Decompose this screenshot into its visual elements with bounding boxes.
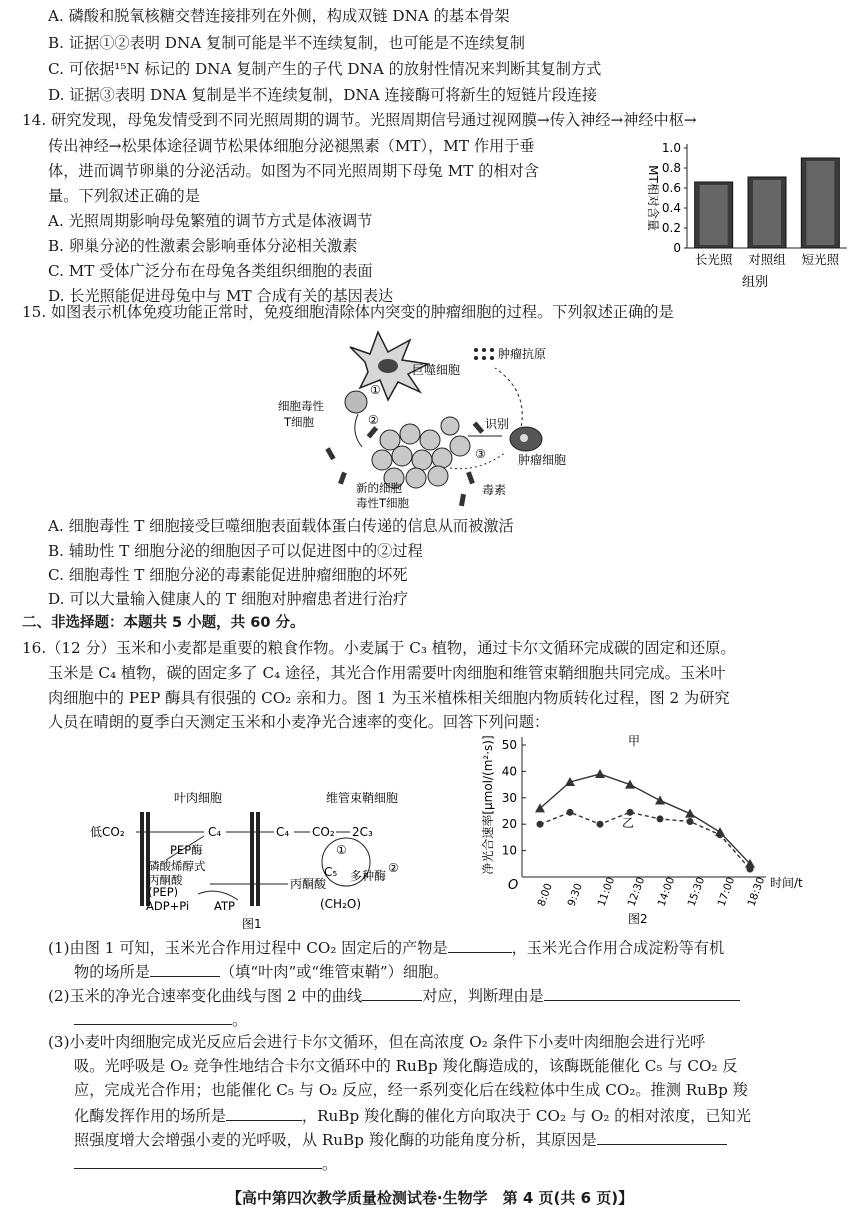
answer-blank-1[interactable] [448,936,512,953]
tcell-label-2: T细胞 [284,415,315,429]
answer-blank-8[interactable] [74,1152,322,1169]
point-甲 [595,769,605,778]
sub2-end: 。 [232,1011,248,1029]
q15-option-a: A. 细胞毒性 T 细胞接受巨噬细胞表面载体蛋白传递的信息从而被激活 [48,517,514,535]
macrophage-label: 巨噬细胞 [412,363,461,377]
point-乙 [747,866,754,873]
sub2-text-a: (2)玉米的净光合速率变化曲线与图 2 中的曲线 [48,987,363,1005]
cycle-1-label: ① [336,843,347,857]
enzymes-label: 多种酶 [350,869,387,883]
point-乙 [567,809,574,816]
c3-label: 2C₃ [352,825,373,839]
line-chart-xlabel: 时间/t [770,876,803,890]
line-y-tick-label: 30 [501,790,517,805]
tumor-cell [510,427,542,451]
bar-shading [700,185,728,245]
tcell-label-1: 细胞毒性 [278,399,324,413]
immune-diagram [270,322,600,512]
figure-2-line-chart [478,727,818,927]
series-yi-label: 乙 [622,816,635,830]
point-乙 [717,831,724,838]
line-y-tick-label: 10 [501,843,517,858]
bar-y-tick-label: 1.0 [661,141,681,155]
bar-y-tick-label: 0 [673,241,681,255]
recognize-label: 识别 [485,417,510,431]
q14-stem-line4: 量。下列叙述正确的是 [48,187,200,205]
c4-label-a: C₄ [208,825,222,839]
point-乙 [627,809,634,816]
q14-option-b: B. 卵巢分泌的性激素会影响垂体分泌相关激素 [48,237,358,255]
sub3-end: 。 [322,1155,338,1173]
newcell-label-2: 毒性T细胞 [356,496,410,510]
page-footer: 【高中第四次教学质量检测试卷·生物学 第 4 页(共 6 页)】 [226,1189,634,1207]
line-chart-ylabel: 净光合速率[μmol/(m²·s)] [481,735,495,875]
answer-blank-2[interactable] [150,960,220,977]
q16-sub1-line1 [48,936,724,958]
q16-stem-line1: 16.（12 分）玉米和小麦都是重要的粮食作物。小麦属于 C₃ 植物，通过卡尔文循环完成碳的固定和还原。 [22,639,736,657]
bar-category-label: 长光照 [694,252,733,267]
pep-label-1: 磷酸烯醇式 [148,859,206,873]
q16-sub3-line6 [74,1152,337,1174]
line-y-tick-label: 20 [501,817,517,832]
q16-stem-line4: 人员在晴朗的夏季白天测定玉米和小麦净光合速率的变化。回答下列问题： [48,713,550,731]
toxin-label: 毒素 [482,483,507,497]
q16-sub3-line5 [74,1128,727,1150]
line-x-tick-label: 17:00 [715,875,738,909]
sub1-text-b: ，玉米光合作用合成淀粉等有机 [511,939,725,957]
line-x-tick-label: 15:30 [685,875,708,909]
answer-blank-3[interactable] [362,984,422,1001]
sub1-text-d: （填“叶肉”或“维管束鞘”）细胞。 [219,963,449,981]
q13-option-a: A. 磷酸和脱氧核糖交替连接排列在外侧，构成双链 DNA 的基本骨架 [48,7,510,25]
q16-stem-line3: 肉细胞中的 PEP 酶具有很强的 CO₂ 亲和力。图 1 为玉米植株相关细胞内物质转化过程，图 2 为研究 [48,689,730,707]
point-乙 [537,821,544,828]
q15-option-d: D. 可以大量输入健康人的 T 细胞对肿瘤患者进行治疗 [48,590,409,608]
q14-stem-line2: 传出神经→松果体途径调节松果体细胞分泌褪黑素（MT），MT 作用于垂 [48,137,535,155]
q15-stem: 15. 如图表示机体免疫功能正常时，免疫细胞清除体内突变的肿瘤细胞的过程。下列叙述正确的是 [22,303,674,321]
q13-option-c: C. 可依据¹⁵N 标记的 DNA 复制产生的子代 DNA 的放射性情况来判断其复制方式 [48,60,602,78]
bar-y-tick-label: 0.8 [661,161,681,175]
line-series-甲 [540,774,750,864]
answer-blank-4[interactable] [544,984,740,1001]
q16-sub2-line2 [74,1008,247,1030]
q14-option-c: C. MT 受体广泛分布在母兔各类组织细胞的表面 [48,262,373,280]
line-x-tick-label: 11:00 [595,875,618,909]
new-t-cell-cluster [372,417,470,488]
mt-bar-chart [635,138,850,290]
q15-option-c: C. 细胞毒性 T 细胞分泌的毒素能促进肿瘤细胞的坏死 [48,566,408,584]
sub3-text-e: ，RuBp 羧化酶的催化方向取决于 CO₂ 与 O₂ 的相对浓度，已知光 [301,1107,751,1125]
tumor-label: 肿瘤细胞 [518,453,567,467]
answer-blank-5[interactable] [74,1008,232,1025]
t-cell [345,391,367,413]
sub1-text-c: 物的场所是 [74,963,150,981]
line-x-tick-label: 12:30 [625,875,648,909]
line-chart-origin: O [508,878,519,893]
low-co2-label: 低CO₂ [90,825,125,839]
point-甲 [655,795,665,804]
q16-sub3-line1: (3)小麦叶肉细胞完成光反应后会进行卡尔文循环，但在高浓度 O₂ 条件下小麦叶肉细胞会进行光呼 [48,1033,706,1051]
q16-sub3-line2: 吸。光呼吸是 O₂ 竞争性地结合卡尔文循环中的 RuBp 羧化酶造成的，该酶既能催化 C₅ 与 CO₂ 反 [74,1057,738,1075]
newcell-label-1: 新的细胞 [356,481,402,495]
cycle-2-label: ② [388,861,399,875]
q16-sub3-line3: 应，完成光合作用；也能催化 C₅ 与 O₂ 反应，经一系列变化后在线粒体中生成 CO₂。推测 RuBp 羧 [74,1081,748,1099]
q14-option-a: A. 光照周期影响母兔繁殖的调节方式是体液调节 [48,212,373,230]
atp-label: ATP [214,899,235,913]
line-x-tick-label: 18:30 [745,875,768,909]
q16-sub2-line1 [48,984,740,1006]
section-2-heading: 二、非选择题：本题共 5 小题，共 60 分。 [22,615,305,631]
q16-sub1-line2 [74,960,448,982]
sub3-text-d: 化酶发挥作用的场所是 [74,1107,226,1125]
c4-label-b: C₄ [276,825,290,839]
bar-y-tick-label: 0.4 [661,201,681,215]
ch2o-label: (CH₂O) [320,897,362,911]
bundle-sheath-label: 维管束鞘细胞 [326,791,399,805]
bar-y-tick-label: 0.6 [661,181,681,195]
bar-shading [753,180,781,245]
co2-label: CO₂ [312,825,335,839]
q13-option-d: D. 证据③表明 DNA 复制是半不连续复制，DNA 连接酶可将新生的短链片段连接 [48,86,598,104]
m2-label: ② [368,413,379,427]
pep-label-3: (PEP) [148,885,179,899]
bar-shading [806,161,834,245]
point-乙 [657,815,664,822]
bar-category-label: 对照组 [748,252,786,267]
pep-label-2: 丙酮酸 [148,873,183,887]
bar-category-label: 短光照 [801,252,840,267]
adp-label: ADP+Pi [146,899,190,913]
antigen-label: 肿瘤抗原 [498,347,547,361]
sub3-text-f: 照强度增大会增强小麦的光呼吸，从 RuBp 羧化酶的功能角度分析，其原因是 [74,1131,597,1149]
pep-enzyme-label: PEP酶 [170,843,203,857]
sub2-text-b: 对应，判断理由是 [422,987,544,1005]
line-y-tick-label: 40 [501,764,517,779]
q15-option-b: B. 辅助性 T 细胞分泌的细胞因子可以促进图中的②过程 [48,542,423,560]
c5-label: C₅ [324,865,338,879]
mesophyll-label: 叶肉细胞 [174,791,223,805]
q16-stem-line2: 玉米是 C₄ 植物，碳的固定多了 C₄ 途径，其光合作用需要叶肉细胞和维管束鞘细胞共同完成。玉米叶 [48,664,726,682]
line-x-tick-label: 8:00 [535,881,555,909]
line-x-tick-label: 9:30 [565,881,585,909]
q14-stem-line1: 14. 研究发现，母兔发情受到不同光照周期的调节。光照周期信号通过视网膜→传入神经→神经中枢→ [22,111,697,129]
line-y-tick-label: 50 [501,738,517,752]
bar-chart-xlabel: 组别 [741,275,769,290]
figure-1-caption: 图1 [242,917,262,930]
q14-stem-line3: 体，进而调节卵巢的分泌活动。如图为不同光照周期下母兔 MT 的相对含 [48,162,539,180]
q14-option-d: D. 长光照能促进母兔中与 MT 合成有关的基因表达 [48,287,394,305]
point-甲 [685,809,695,818]
m3-label: ③ [475,447,486,461]
point-乙 [687,818,694,825]
point-乙 [597,821,604,828]
answer-blank-7[interactable] [597,1128,727,1145]
sub1-text-a: (1)由图 1 可知，玉米光合作用过程中 CO₂ 固定后的产物是 [48,939,448,957]
figure-2-caption: 图2 [628,912,648,926]
answer-blank-6[interactable] [226,1104,302,1121]
series-jia-label: 甲 [628,734,641,748]
bar-chart-ylabel: MT相对含量 [646,165,660,231]
q13-option-b: B. 证据①②表明 DNA 复制可能是半不连续复制，也可能是不连续复制 [48,34,525,52]
line-x-tick-label: 14:00 [655,875,678,909]
figure-1-diagram [88,790,428,930]
q16-sub3-line4 [74,1104,751,1126]
m1-label: ① [370,383,381,397]
pyruvate-label: 丙酮酸 [290,877,327,891]
bar-y-tick-label: 0.2 [661,221,681,235]
tumor-antigen-dots [474,348,494,360]
line-series-乙 [540,812,750,869]
